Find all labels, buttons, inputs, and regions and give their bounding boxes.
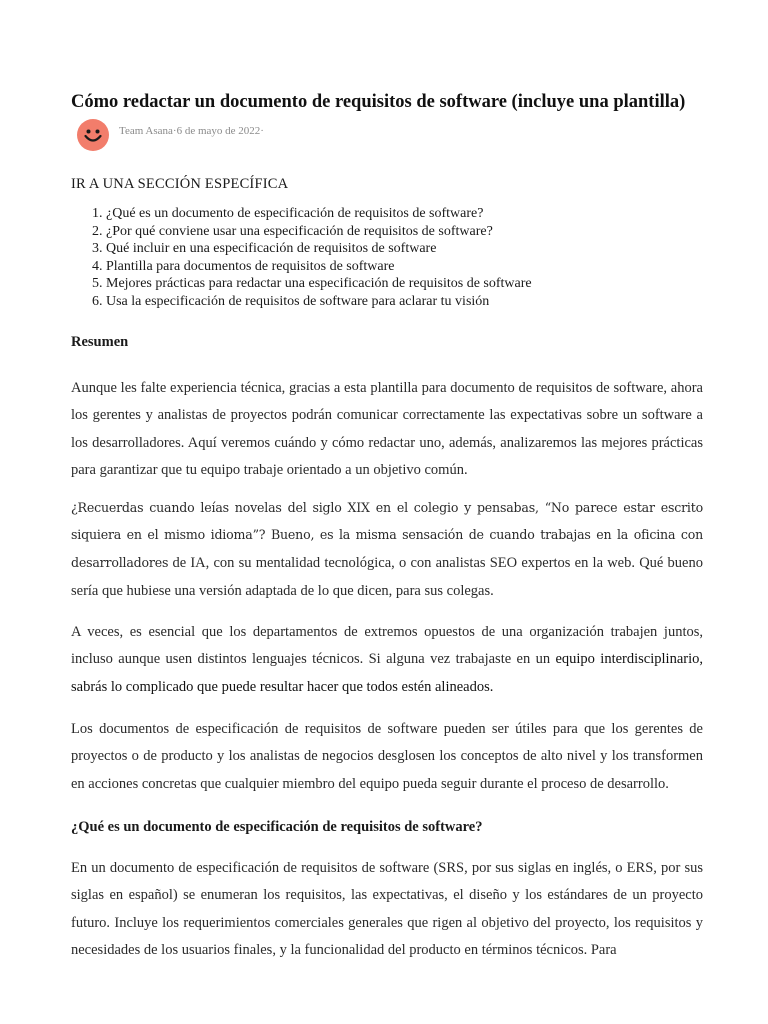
author-row bbox=[77, 118, 264, 152]
toc-item[interactable]: 1. ¿Qué es un documento de especificación de requisitos de software? bbox=[106, 205, 532, 223]
summary-paragraph bbox=[71, 494, 703, 606]
toc-item[interactable]: 3. Qué incluir en una especificación de requisitos de software bbox=[106, 240, 532, 258]
section-heading: ¿Qué es un documento de especificación de requisitos de software? bbox=[71, 819, 483, 835]
paragraph-text: A veces, es esencial que los departamentos de extremos opuestos de una organización trabajen juntos, incluso aunque usen distintos lenguajes técnicos. Si alguna vez trabajaste en un bbox=[71, 624, 703, 668]
smiley-face-icon bbox=[77, 119, 109, 151]
summary-paragraph: Los documentos de especificación de requisitos de software pueden ser útiles para que los gerentes de proyectos o de producto y los analistas de negocios desglosen los conceptos de alto nivel y los transformen en acciones concretas que cualquier miembro del equipo pueda seguir durante el proceso de desarrollo. bbox=[71, 721, 703, 792]
paragraph-text: de IA, con su mentalidad tecnológica, o con analistas SEO expertos en la web. Qué bueno sería que hubiese una versión adaptada de lo que dicen, para sus colegas. bbox=[71, 554, 703, 600]
summary-paragraph bbox=[71, 619, 703, 701]
section-paragraph: En un documento de especificación de requisitos de software (SRS, por sus siglas en inglés, o ERS, por sus siglas en español) se enumeran los requisitos, las expectativas, el diseño y los estándares de un proyecto futuro. Incluye los requerimientos comerciales generales que rigen al objetivo del proyecto, los requisitos y necesidades de los usuarios finales, y la funcionalidad del producto en términos técnicos. Para bbox=[71, 860, 703, 959]
toc-list bbox=[71, 205, 532, 310]
summary-paragraph: Aunque les falte experiencia técnica, gracias a esta plantilla para documento de requisitos de software, ahora los gerentes y analistas de proyectos podrán comunicar correctamente las expectativas sobre un software a los desarrolladores. Aquí veremos cuándo y cómo redactar uno, además, analizaremos las mejores prácticas para garantizar que tu equipo trabaje orientado a un objetivo común. bbox=[71, 380, 703, 479]
toc-item[interactable]: 6. Usa la especificación de requisitos de software para aclarar tu visión bbox=[106, 293, 532, 311]
avatar bbox=[77, 119, 109, 151]
article-meta: Team Asana·6 de mayo de 2022· bbox=[119, 125, 264, 137]
summary-heading: Resumen bbox=[71, 334, 129, 350]
interdisciplinary-team-link[interactable]: equipo interdisciplinario, sabrás lo complicado que puede resultar hacer que todos estén alineados. bbox=[71, 651, 703, 695]
toc-heading: IR A UNA SECCIÓN ESPECÍFICA bbox=[71, 176, 289, 192]
paragraph-text: ¿Recuerdas cuando leías novelas del siglo XIX en el colegio y pensabas, “No parece estar escrito siquiera en el mismo idioma”? Bueno, es la misma sensación de cuando trabajas en la oficina con desarrolladores bbox=[71, 500, 703, 570]
toc-item[interactable]: 4. Plantilla para documentos de requisitos de software bbox=[106, 258, 532, 276]
page-title: Cómo redactar un documento de requisitos de software (incluye una plantilla) bbox=[71, 92, 686, 112]
toc-item[interactable]: 5. Mejores prácticas para redactar una especificación de requisitos de software bbox=[106, 275, 532, 293]
toc-item[interactable]: 2. ¿Por qué conviene usar una especificación de requisitos de software? bbox=[106, 223, 532, 241]
